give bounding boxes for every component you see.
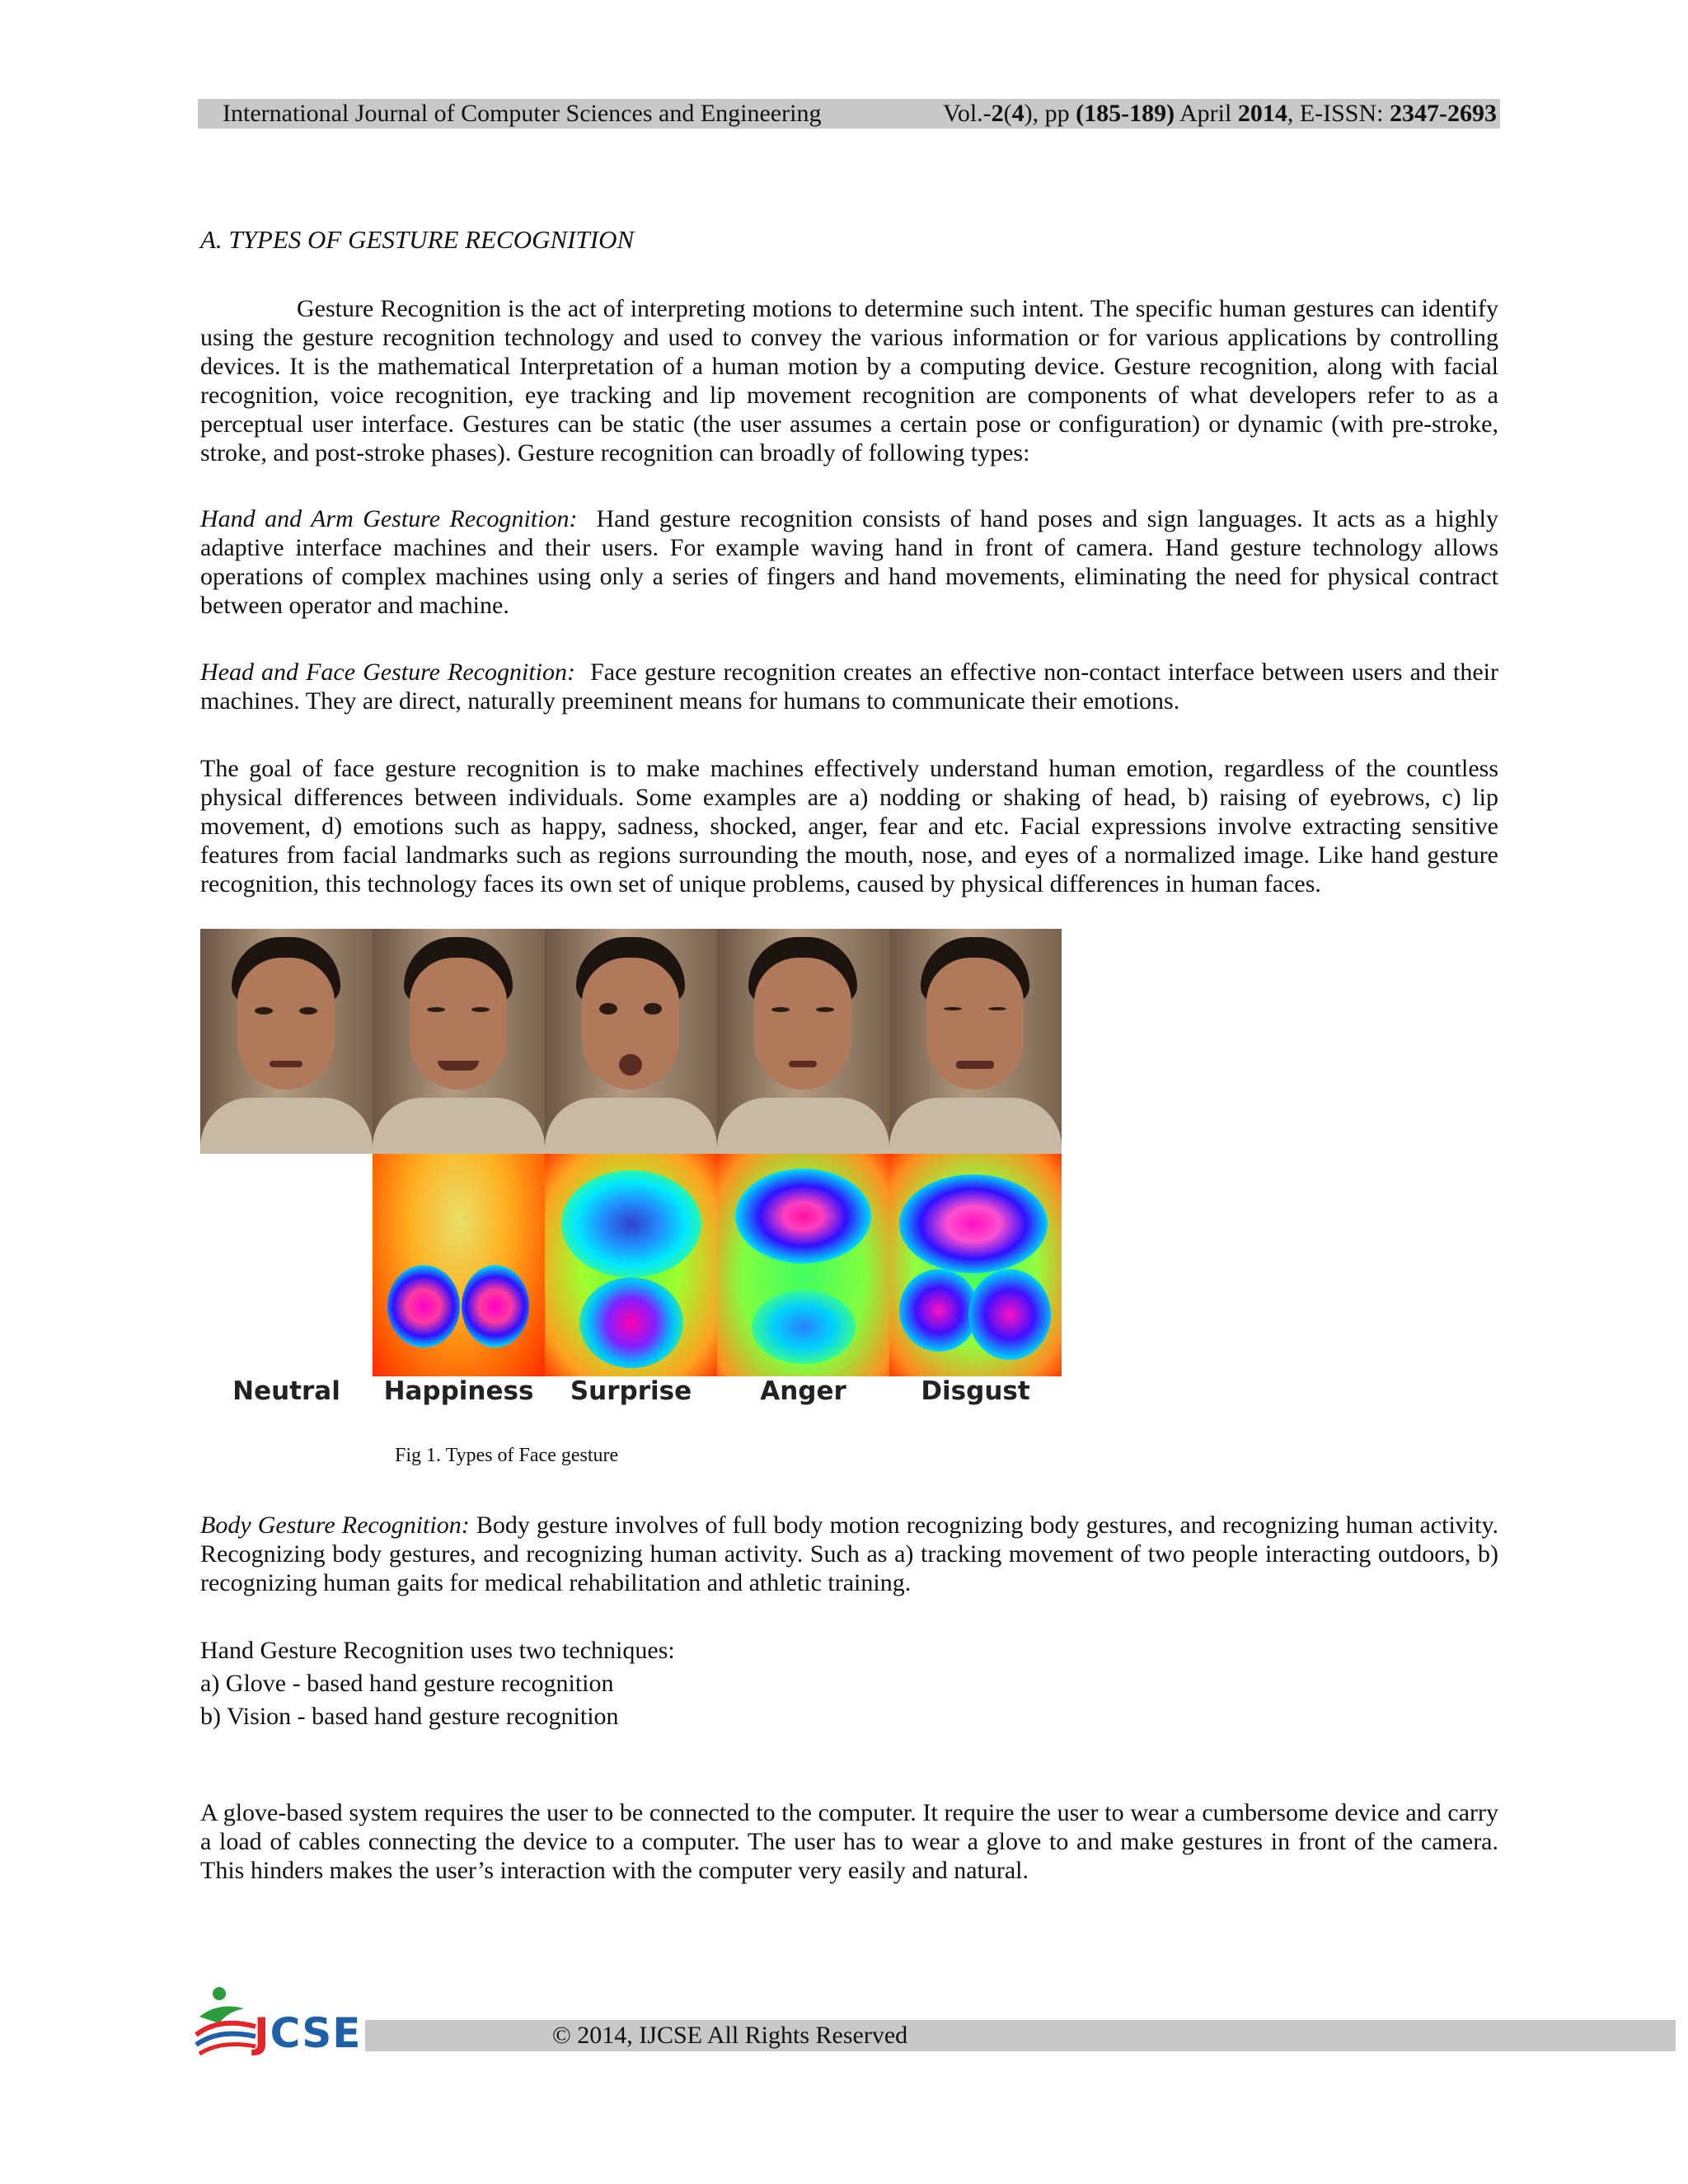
face-gesture-paragraph: Head and Face Gesture Recognition: Face gesture recognition creates an effective non-contact interface between users and their machines. They are direct, naturally preeminent means for humans to communicate their emotions. xyxy=(200,658,1499,715)
volume-info: Vol.-2(4), pp (185-189) April 2014, E-ISSN: 2347-2693 xyxy=(943,100,1497,127)
ijcse-logo xyxy=(195,1984,368,2062)
surprise-face-photo xyxy=(545,929,717,1154)
disgust-face-photo xyxy=(889,929,1062,1154)
happiness-heatmap xyxy=(373,1154,545,1376)
label-happiness: Happiness xyxy=(383,1376,534,1406)
journal-name: International Journal of Computer Sciences and Engineering xyxy=(223,100,822,127)
footer-copyright: © 2014, IJCSE All Rights Reserved xyxy=(552,2022,908,2049)
body-gesture-lead: Body Gesture Recognition: xyxy=(200,1511,470,1539)
surprise-heatmap xyxy=(545,1154,717,1376)
face-gesture-figure xyxy=(200,929,1062,1415)
glove-paragraph: A glove-based system requires the user to be connected to the computer. It require the user to wear a cumbersome device and carry a load of cables connecting the device to a computer. The user has to wear a glove to and make gestures in front of the camera. This hinders makes the user’s interaction with the computer very easily and natural. xyxy=(200,1799,1498,1884)
figure-caption: Fig 1. Types of Face gesture xyxy=(395,1445,619,1466)
techniques-list xyxy=(200,1634,675,1733)
section-heading: A. TYPES OF GESTURE RECOGNITION xyxy=(200,225,635,254)
disgust-heatmap xyxy=(889,1154,1062,1376)
face-goal-paragraph: The goal of face gesture recognition is to make machines effectively understand human emotion, regardless of the countless physical differences between individuals. Some examples are a) nodding or shaking of head, b) raising of eyebrows, c) lip movement, d) emotions such as happy, sadness, shocked, anger, fear and etc. Facial expressions involve extracting sensitive features from facial landmarks such as regions surrounding the mouth, nose, and eyes of a normalized image. Like hand gesture recognition, this technology faces its own set of unique problems, caused by physical differences in human faces. xyxy=(200,755,1498,898)
anger-heatmap xyxy=(717,1154,889,1376)
label-neutral: Neutral xyxy=(232,1376,340,1406)
technique-glove: a) Glove - based hand gesture recognition xyxy=(200,1670,614,1697)
intro-paragraph: Gesture Recognition is the act of interpreting motions to determine such intent. The specific human gestures can identify using the gesture recognition technology and used to convey the various information or for various applications by controlling devices. It is the mathematical Interpretation of a human motion by a computing device. Gesture recognition, along with facial recognition, voice recognition, eye tracking and lip movement recognition are components of what developers refer to as a perceptual user interface. Gestures can be static (the user assumes a certain pose or configuration) or dynamic (with pre-stroke, stroke, and post-stroke phases). Gesture recognition can broadly of following types: xyxy=(200,295,1498,466)
neutral-face-photo xyxy=(200,929,373,1154)
hand-gesture-paragraph: Hand and Arm Gesture Recognition: Hand gesture recognition consists of hand poses and sign languages. It acts as a highly adaptive interface machines and their users. For example waving hand in front of camera. Hand gesture technology allows operations of complex machines using only a series of fingers and hand movements, eliminating the need for physical contract between operator and machine. xyxy=(200,505,1498,619)
body-gesture-paragraph: Body Gesture Recognition: Body gesture involves of full body motion recognizing body gestures, and recognizing human activity. Recognizing body gestures, and recognizing human activity. Such as a) tracking movement of two people interacting outdoors, b) recognizing human gaits for medical rehabilitation and athletic training. xyxy=(200,1511,1498,1596)
label-surprise: Surprise xyxy=(570,1376,692,1406)
label-anger: Anger xyxy=(760,1376,846,1406)
techniques-intro: Hand Gesture Recognition uses two techniques: xyxy=(200,1637,675,1664)
label-disgust: Disgust xyxy=(921,1376,1030,1406)
anger-face-photo xyxy=(717,929,889,1154)
happiness-face-photo xyxy=(373,929,545,1154)
running-header xyxy=(198,99,1500,129)
hand-gesture-lead: Hand and Arm Gesture Recognition: xyxy=(200,505,578,532)
technique-vision: b) Vision - based hand gesture recognition xyxy=(200,1703,619,1730)
face-gesture-lead: Head and Face Gesture Recognition: xyxy=(200,658,575,686)
logo-figure-icon xyxy=(195,1984,260,2062)
logo-wordmark: JCSE xyxy=(254,2009,362,2057)
